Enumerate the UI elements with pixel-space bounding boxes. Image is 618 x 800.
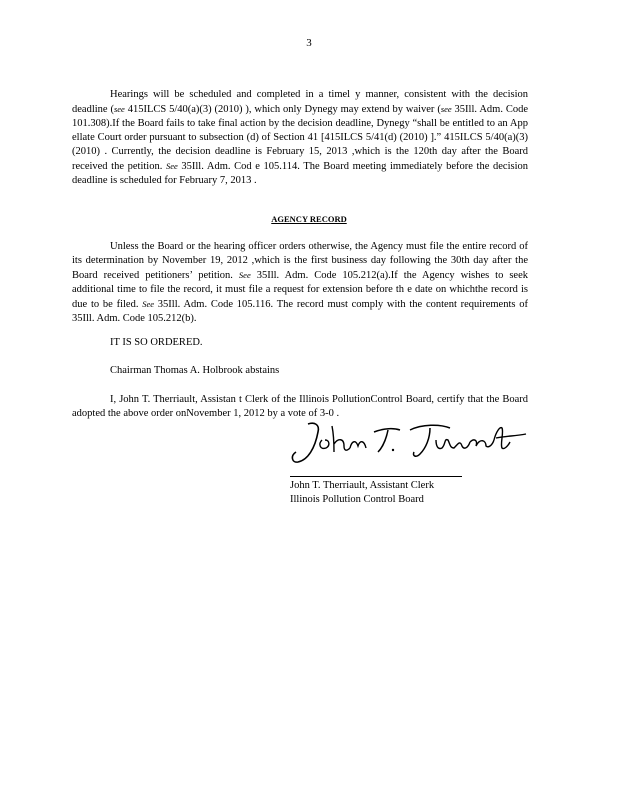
citation-signal: See <box>165 161 178 171</box>
paragraph-text: Hearings will be scheduled and completed in a timel y manner, consistent with the decision deadline ( <box>72 89 528 115</box>
citation-signal: see <box>113 104 125 114</box>
page-number: 3 <box>306 37 312 49</box>
citation-signal: see <box>440 104 452 114</box>
signature-line <box>290 476 462 477</box>
paragraph-text: Unless the Board or the hearing officer orders otherwise, the Agency must file the entire record of its determination by November 19, 2012 ,which is the first business day following the 30th day after the Board received petitioners’ petition. <box>72 241 528 281</box>
paragraph-text: 35Ill. Adm. Code 105.212(a).If the Agency wishes to seek additional time to file the record, it must file a request for extension before th e date on whichthe record is due to be filed. <box>72 270 528 310</box>
citation-signal: See <box>238 270 251 280</box>
citation-signal: See <box>142 299 155 309</box>
signer-organization: Illinois Pollution Control Board <box>290 494 424 505</box>
section-heading <box>0 214 618 224</box>
abstention-note: Chairman Thomas A. Holbrook abstains <box>110 365 280 376</box>
paragraph-text: 35Ill. Adm. Code 105.116. The record must comply with the content requirements of 35Ill. Adm. Code 105.212(b). <box>72 299 528 324</box>
paragraph-agency-record <box>72 240 528 326</box>
handwritten-signature <box>290 418 530 468</box>
certification-paragraph: I, John T. Therriault, Assistan t Clerk of the Illinois PollutionControl Board, certify that the Board adopted the above order onNovember 1, 2012 by a vote of 3-0 . <box>72 394 528 419</box>
paragraph-text: 415ILCS 5/40(a)(3) (2010) ), which only Dynegy may extend by waiver ( <box>124 104 441 115</box>
order-statement: IT IS SO ORDERED. <box>110 337 203 348</box>
heading-text: AGENCY RECORD <box>271 214 347 224</box>
paragraph-text: 35Ill. Adm. Code 101.308).If the Board fails to take final action by the decision deadline, Dynegy “shall be entitled to an App ellate Court order pursuant to subsection (d) of Section 41 [415ILCS 5/41(d) (2010) ].” 415ILCS 5/40(a)(3) (2010) . Currently, the decision deadline is February 15, 2013 ,which is the 120th day after the Board received the petition. <box>72 104 528 172</box>
paragraph-text: 35Ill. Adm. Cod e 105.114. The Board meeting immediately before the decision deadline is scheduled for February 7, 2013 . <box>72 161 529 186</box>
paragraph-hearings <box>72 88 528 188</box>
signer-name: John T. Therriault, Assistant Clerk <box>290 480 435 491</box>
